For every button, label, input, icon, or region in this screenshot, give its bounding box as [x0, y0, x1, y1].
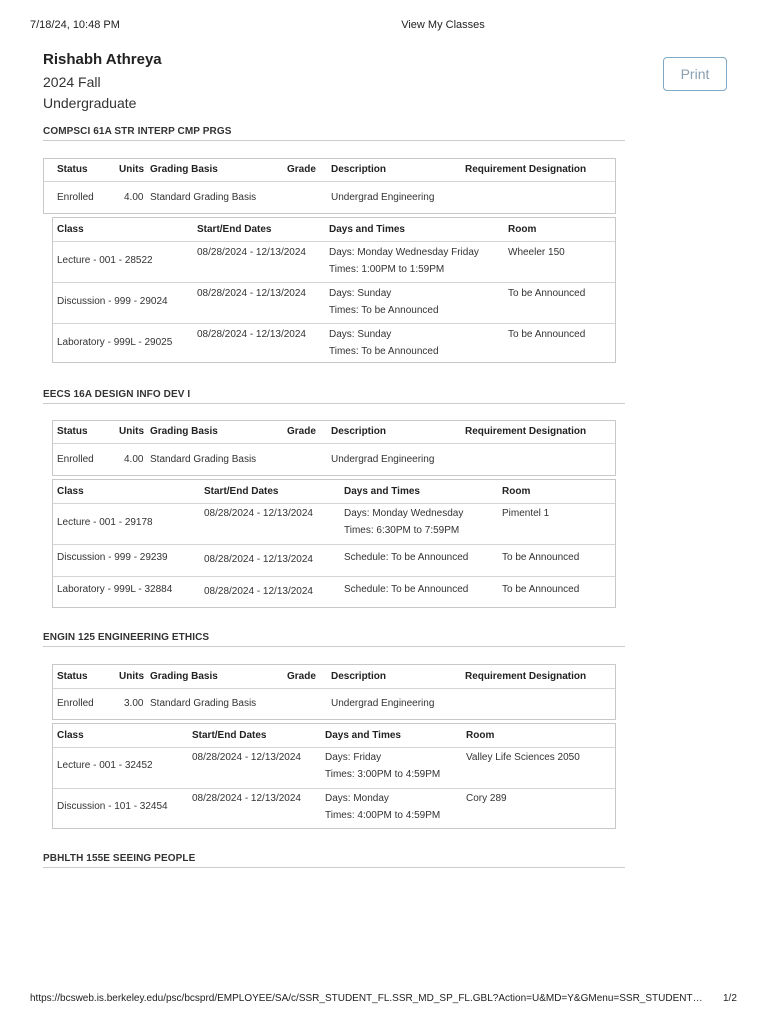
enrollment-table — [43, 158, 616, 214]
grading-basis-header: Grading Basis — [150, 426, 218, 437]
student-name: Rishabh Athreya — [43, 51, 162, 68]
section-room: To be Announced — [508, 288, 586, 299]
requirement-header: Requirement Designation — [465, 426, 587, 437]
section-room: Pimentel 1 — [502, 508, 550, 519]
divider — [53, 788, 615, 789]
section-class: Discussion - 101 - 32454 — [57, 801, 168, 812]
divider — [53, 323, 615, 324]
section-room: Valley Life Sciences 2050 — [466, 752, 580, 763]
description-value: Undergrad Engineering — [331, 454, 435, 465]
section-days: Days: Monday — [325, 793, 389, 804]
section-days: Schedule: To be Announced — [344, 552, 469, 563]
print-button[interactable]: Print — [663, 57, 727, 91]
units-value: 4.00 — [124, 454, 144, 465]
section-days: Days: Sunday — [329, 288, 392, 299]
sections-table — [52, 479, 616, 608]
sections-table — [52, 217, 616, 363]
sections-table — [52, 723, 616, 829]
section-class: Laboratory - 999L - 32884 — [57, 584, 173, 595]
units-header: Units — [119, 164, 144, 175]
section-dates: 08/28/2024 - 12/13/2024 — [192, 752, 301, 763]
section-room: Wheeler 150 — [508, 247, 565, 258]
course-title: EECS 16A DESIGN INFO DEV I — [43, 389, 625, 404]
status-header: Status — [57, 671, 88, 682]
status-header: Status — [57, 164, 88, 175]
grade-header: Grade — [287, 426, 316, 437]
divider — [53, 443, 615, 444]
page-number: 1/2 — [723, 993, 737, 1004]
divider — [53, 282, 615, 283]
section-days: Days: Sunday — [329, 329, 392, 340]
section-room: To be Announced — [508, 329, 586, 340]
description-value: Undergrad Engineering — [331, 698, 435, 709]
career-label: Undergraduate — [43, 95, 137, 111]
description-header: Description — [331, 426, 387, 437]
units-header: Units — [119, 426, 144, 437]
section-class: Lecture - 001 - 28522 — [57, 255, 153, 266]
section-dates: 08/28/2024 - 12/13/2024 — [192, 793, 301, 804]
section-days: Days: Monday Wednesday Friday — [329, 247, 479, 258]
enrollment-table — [52, 664, 616, 720]
class-header: Class — [57, 486, 84, 497]
course-title: ENGIN 125 ENGINEERING ETHICS — [43, 632, 625, 647]
enrollment-status: Enrolled — [57, 698, 94, 709]
section-class: Laboratory - 999L - 29025 — [57, 337, 173, 348]
dates-header: Start/End Dates — [192, 730, 267, 741]
section-times: Times: To be Announced — [329, 346, 439, 357]
dates-header: Start/End Dates — [197, 224, 272, 235]
units-value: 3.00 — [124, 698, 144, 709]
section-dates: 08/28/2024 - 12/13/2024 — [204, 554, 313, 565]
section-room: To be Announced — [502, 552, 580, 563]
grading-basis-header: Grading Basis — [150, 164, 218, 175]
enrollment-table — [52, 420, 616, 476]
section-times: Times: 1:00PM to 1:59PM — [329, 264, 445, 275]
grading-basis-value: Standard Grading Basis — [150, 454, 257, 465]
days-times-header: Days and Times — [325, 730, 401, 741]
divider — [53, 241, 615, 242]
section-dates: 08/28/2024 - 12/13/2024 — [197, 329, 306, 340]
section-times: Times: 4:00PM to 4:59PM — [325, 810, 441, 821]
dates-header: Start/End Dates — [204, 486, 279, 497]
divider — [53, 503, 615, 504]
section-class: Lecture - 001 - 32452 — [57, 760, 153, 771]
units-header: Units — [119, 671, 144, 682]
enrollment-status: Enrolled — [57, 454, 94, 465]
divider — [53, 747, 615, 748]
section-days: Days: Monday Wednesday — [344, 508, 464, 519]
section-dates: 08/28/2024 - 12/13/2024 — [204, 586, 313, 597]
room-header: Room — [508, 224, 537, 235]
section-days: Days: Friday — [325, 752, 382, 763]
divider — [53, 544, 615, 545]
page-url: https://bcsweb.is.berkeley.edu/psc/bcsprd/EMPLOYEE/SA/c/SSR_STUDENT_FL.SSR_MD_SP_FL.GBL?Action=U&MD=Y&GMenu=SSR_STUDENT… — [30, 993, 703, 1004]
print-datetime: 7/18/24, 10:48 PM — [30, 19, 120, 31]
section-class: Lecture - 001 - 29178 — [57, 517, 153, 528]
units-value: 4.00 — [124, 192, 144, 203]
description-value: Undergrad Engineering — [331, 192, 435, 203]
requirement-header: Requirement Designation — [465, 671, 587, 682]
grading-basis-value: Standard Grading Basis — [150, 698, 257, 709]
section-room: To be Announced — [502, 584, 580, 595]
section-days: Schedule: To be Announced — [344, 584, 469, 595]
course-title: PBHLTH 155E SEEING PEOPLE — [43, 853, 625, 868]
section-class: Discussion - 999 - 29024 — [57, 296, 168, 307]
grading-basis-header: Grading Basis — [150, 671, 218, 682]
class-header: Class — [57, 730, 84, 741]
print-page-title: View My Classes — [401, 19, 485, 31]
grade-header: Grade — [287, 164, 316, 175]
section-room: Cory 289 — [466, 793, 507, 804]
divider — [53, 688, 615, 689]
description-header: Description — [331, 164, 387, 175]
section-class: Discussion - 999 - 29239 — [57, 552, 168, 563]
status-header: Status — [57, 426, 88, 437]
room-header: Room — [466, 730, 495, 741]
section-dates: 08/28/2024 - 12/13/2024 — [204, 508, 313, 519]
enrollment-status: Enrolled — [57, 192, 94, 203]
section-times: Times: To be Announced — [329, 305, 439, 316]
term-label: 2024 Fall — [43, 74, 101, 90]
divider — [53, 576, 615, 577]
grade-header: Grade — [287, 671, 316, 682]
section-times: Times: 3:00PM to 4:59PM — [325, 769, 441, 780]
course-title: COMPSCI 61A STR INTERP CMP PRGS — [43, 126, 625, 141]
days-times-header: Days and Times — [344, 486, 420, 497]
section-times: Times: 6:30PM to 7:59PM — [344, 525, 460, 536]
days-times-header: Days and Times — [329, 224, 405, 235]
divider — [44, 181, 615, 182]
class-header: Class — [57, 224, 84, 235]
section-dates: 08/28/2024 - 12/13/2024 — [197, 247, 306, 258]
section-dates: 08/28/2024 - 12/13/2024 — [197, 288, 306, 299]
description-header: Description — [331, 671, 387, 682]
room-header: Room — [502, 486, 531, 497]
requirement-header: Requirement Designation — [465, 164, 587, 175]
grading-basis-value: Standard Grading Basis — [150, 192, 257, 203]
